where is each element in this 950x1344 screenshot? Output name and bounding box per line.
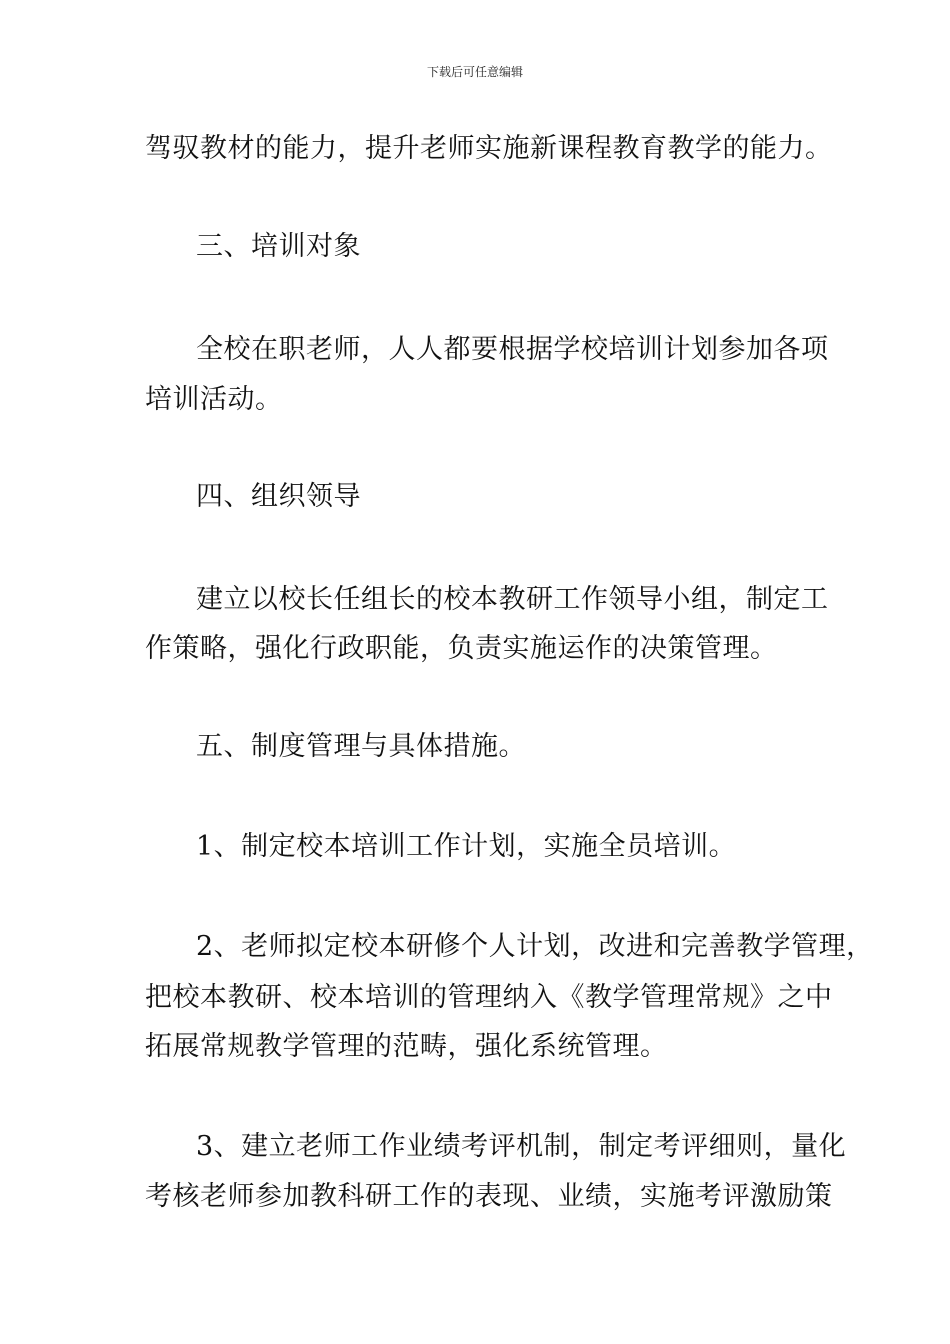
page-header: 下载后可任意编辑 — [426, 65, 523, 79]
body-line: 全校在职老师，人人都要根据学校培训计划参加各项 — [196, 334, 829, 365]
list-item: 1、制定校本培训工作计划，实施全员培训。 — [196, 831, 737, 862]
body-line: 把校本教研、校本培训的管理纳入《教学管理常规》之中 — [145, 982, 833, 1013]
body-line: 驾驭教材的能力，提升老师实施新课程教育教学的能力。 — [145, 133, 833, 164]
body-line: 培训活动。 — [145, 384, 283, 415]
section-heading: 五、制度管理与具体措施。 — [196, 731, 526, 762]
body-line: 考核老师参加教科研工作的表现、业绩，实施考评激励策 — [145, 1181, 833, 1212]
list-item: 3、建立老师工作业绩考评机制，制定考评细则，量化 — [196, 1131, 847, 1162]
body-line: 建立以校长任组长的校本教研工作领导小组，制定工 — [196, 584, 829, 615]
list-item: 2、老师拟定校本研修个人计划，改进和完善教学管理， — [196, 931, 874, 962]
body-line: 作策略，强化行政职能，负责实施运作的决策管理。 — [145, 633, 778, 664]
section-heading: 三、培训对象 — [196, 231, 361, 262]
section-heading: 四、组织领导 — [196, 481, 361, 512]
body-line: 拓展常规教学管理的范畴，强化系统管理。 — [145, 1031, 668, 1062]
